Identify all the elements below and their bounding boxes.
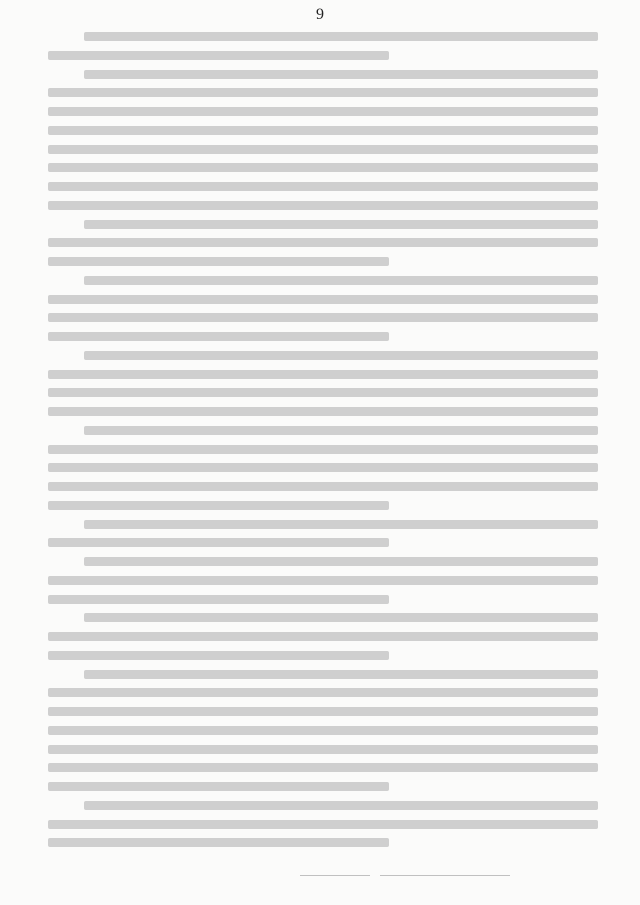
text-line-placeholder <box>48 782 389 791</box>
text-line-placeholder <box>84 801 598 810</box>
text-line-placeholder <box>48 576 598 585</box>
text-line-placeholder <box>48 182 598 191</box>
text-line-placeholder <box>48 632 598 641</box>
scan-artifact <box>300 875 370 876</box>
text-line-placeholder <box>48 107 598 116</box>
text-line-placeholder <box>48 445 598 454</box>
text-line-placeholder <box>84 426 598 435</box>
text-line-placeholder <box>48 201 598 210</box>
page-number: 9 <box>316 6 324 23</box>
text-line-placeholder <box>48 538 389 547</box>
text-line-placeholder <box>84 70 598 79</box>
text-line-placeholder <box>48 388 598 397</box>
text-line-placeholder <box>48 726 598 735</box>
text-line-placeholder <box>84 351 598 360</box>
text-line-placeholder <box>48 370 598 379</box>
text-line-placeholder <box>48 688 598 697</box>
text-line-placeholder <box>48 51 389 60</box>
text-line-placeholder <box>48 126 598 135</box>
text-line-placeholder <box>48 88 598 97</box>
text-line-placeholder <box>48 163 598 172</box>
text-line-placeholder <box>48 257 389 266</box>
text-line-placeholder <box>84 613 598 622</box>
text-line-placeholder <box>48 501 389 510</box>
text-line-placeholder <box>48 332 389 341</box>
text-line-placeholder <box>84 276 598 285</box>
text-line-placeholder <box>48 595 389 604</box>
text-line-placeholder <box>84 520 598 529</box>
text-line-placeholder <box>48 313 598 322</box>
text-line-placeholder <box>48 238 598 247</box>
text-line-placeholder <box>48 407 598 416</box>
text-line-placeholder <box>48 820 598 829</box>
text-line-placeholder <box>48 763 598 772</box>
text-line-placeholder <box>84 32 598 41</box>
text-line-placeholder <box>48 482 598 491</box>
scan-artifact <box>380 875 510 876</box>
text-line-placeholder <box>48 745 598 754</box>
text-line-placeholder <box>48 295 598 304</box>
text-line-placeholder <box>84 670 598 679</box>
text-line-placeholder <box>48 463 598 472</box>
text-line-placeholder <box>48 838 389 847</box>
text-line-placeholder <box>48 145 598 154</box>
text-line-placeholder <box>84 557 598 566</box>
text-line-placeholder <box>84 220 598 229</box>
text-line-placeholder <box>48 707 598 716</box>
body-text-placeholder <box>48 32 598 862</box>
text-line-placeholder <box>48 651 389 660</box>
